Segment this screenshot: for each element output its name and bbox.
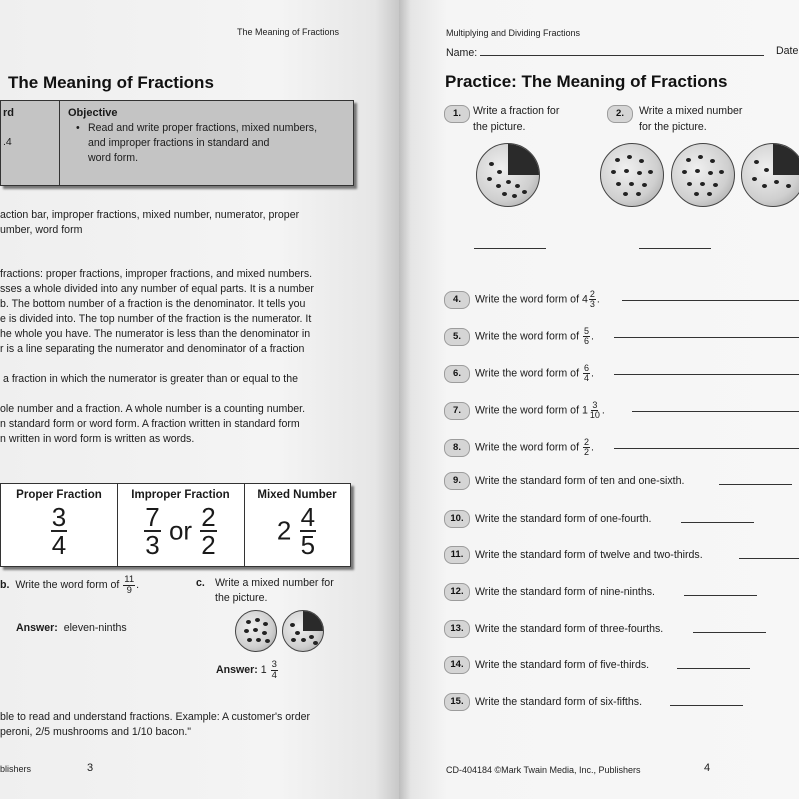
question-standard-form: 15. Write the standard form of six-fifths. — [444, 693, 642, 711]
example-c-line: the picture. — [215, 592, 268, 604]
closing-line: ble to read and understand fractions. Example: A customer's order — [0, 711, 311, 723]
question-1 — [444, 105, 475, 123]
full-pie-picture — [235, 610, 277, 652]
question-word-form: 4. Write the word form of 4 $\frac{2}{3}$ . — [444, 290, 600, 309]
mixed-whole: 2 — [276, 515, 292, 546]
answer-line[interactable] — [622, 290, 799, 301]
objective-line: and improper fractions in standard and — [88, 137, 270, 149]
improper-fraction-value: $\frac{7}{3}$ — [145, 502, 160, 560]
three-quarter-pie-picture — [282, 610, 324, 652]
objective-box — [0, 100, 354, 186]
closing-line: peroni, 2/5 mushrooms and 1/10 bacon." — [0, 726, 192, 738]
improper-fraction-value: $\frac{2}{2}$ — [201, 502, 216, 560]
para3-line: n standard form or word form. A fraction written in standard form — [0, 418, 300, 430]
objective-col1-value: .4 — [3, 136, 12, 148]
vocab-line: action bar, improper fractions, mixed number, numerator, proper — [0, 209, 300, 221]
question-standard-form: 12. Write the standard form of nine-ninths. — [444, 583, 655, 601]
three-quarter-pie-picture — [476, 143, 540, 207]
date-label: Date — [776, 45, 799, 57]
answer-line[interactable] — [614, 364, 799, 375]
question-word-form: 6. Write the word form of $\frac{6}{4}$ . — [444, 364, 594, 383]
name-line — [480, 45, 764, 56]
question-1-text: Write a fraction for — [473, 105, 560, 117]
question-standard-form: 11. Write the standard form of twelve and two-thirds. — [444, 546, 703, 564]
example-c-line: Write a mixed number for — [215, 577, 334, 589]
question-word-form: 5. Write the word form of $\frac{5}{6}$ . — [444, 327, 594, 346]
answer-line[interactable] — [719, 474, 792, 485]
objective-header: Objective — [68, 107, 118, 119]
table-header: Proper Fraction — [16, 489, 102, 501]
question-word-form: 8. Write the word form of $\frac{2}{2}$ . — [444, 438, 594, 457]
answer-line[interactable] — [677, 658, 750, 669]
objective-line: word form. — [88, 152, 139, 164]
full-pie-picture — [600, 143, 664, 207]
proper-fraction-cell — [1, 484, 118, 566]
question-standard-form: 13. Write the standard form of three-fourths. — [444, 620, 663, 638]
left-page-number: 3 — [87, 762, 94, 774]
or-word: or — [168, 515, 193, 546]
left-footer: blishers — [0, 764, 32, 774]
example-c-answer: Answer: 1 $\frac{3}{4}$ — [216, 659, 277, 681]
right-page-number: 4 — [704, 762, 711, 774]
para1-line: he whole you have. The numerator is less than the denominator in — [0, 328, 311, 340]
objective-col1-header: rd — [3, 107, 14, 119]
vocab-line: umber, word form — [0, 224, 83, 236]
proper-fraction-value: $\frac{3}{4}$ — [51, 502, 67, 560]
example-b: b. Write the word form of $\frac{11}{9}$ . — [0, 574, 140, 596]
left-page-title: The Meaning of Fractions — [8, 73, 214, 92]
para3-line: ole number and a fraction. A whole number is a counting number. — [0, 403, 306, 415]
objective-line: Read and write proper fractions, mixed numbers, — [88, 122, 318, 134]
question-2-text: Write a mixed number — [639, 105, 743, 117]
question-2-text: for the picture. — [639, 121, 707, 133]
para1-line: r is a line separating the numerator and denominator of a fraction — [0, 343, 305, 355]
answer-line[interactable] — [632, 401, 799, 412]
partial-pie-picture — [741, 143, 799, 207]
answer-line[interactable] — [614, 438, 799, 449]
question-standard-form: 10. Write the standard form of one-fourth. — [444, 510, 651, 528]
right-page-title: Practice: The Meaning of Fractions — [445, 72, 728, 91]
answer-line[interactable] — [693, 622, 766, 633]
para1-line: sses a whole divided into any number of equal parts. It is a number — [0, 283, 314, 295]
answer-line[interactable] — [739, 548, 799, 559]
right-page — [399, 0, 799, 799]
right-running-header: Multiplying and Dividing Fractions — [446, 28, 581, 38]
para1-line: fractions: proper fractions, improper fractions, and mixed numbers. — [0, 268, 313, 280]
answer-line[interactable] — [684, 585, 757, 596]
para3-line: n written in word form is written as words. — [0, 433, 195, 445]
right-footer: CD-404184 ©Mark Twain Media, Inc., Publishers — [446, 765, 641, 775]
table-header: Improper Fraction — [131, 489, 230, 501]
improper-fraction-cell — [117, 484, 245, 566]
question-standard-form: 14. Write the standard form of five-thirds. — [444, 656, 649, 674]
answer-line[interactable] — [474, 238, 546, 249]
fraction-types-table — [0, 483, 351, 567]
answer-line[interactable] — [614, 327, 799, 338]
question-2 — [607, 105, 638, 123]
para1-line: e is divided into. The top number of the fraction is the numerator. It — [0, 313, 312, 325]
question-word-form: 7. Write the word form of 1 $\frac{3}{10}$ . — [444, 401, 605, 420]
mixed-fraction-value: $\frac{4}{5}$ — [300, 502, 316, 560]
question-1-text: the picture. — [473, 121, 526, 133]
left-running-header: The Meaning of Fractions — [237, 27, 340, 37]
name-field: Name: — [446, 45, 764, 59]
question-standard-form: 9. Write the standard form of ten and one-sixth. — [444, 472, 684, 490]
example-c-label: c. — [196, 577, 205, 589]
mixed-number-cell — [244, 484, 350, 566]
question-number-badge: 1. — [444, 105, 470, 123]
question-number-badge: 2. — [607, 105, 633, 123]
answer-line[interactable] — [681, 512, 754, 523]
example-b-answer: Answer: eleven-ninths — [16, 622, 127, 634]
para2-line: a fraction in which the numerator is greater than or equal to the — [3, 373, 299, 385]
answer-line[interactable] — [670, 695, 743, 706]
para1-line: b. The bottom number of a fraction is the denominator. It tells you — [0, 298, 306, 310]
objective-bullet: • — [76, 122, 80, 134]
table-header: Mixed Number — [257, 489, 337, 501]
full-pie-picture — [671, 143, 735, 207]
left-page — [0, 0, 399, 799]
answer-line[interactable] — [639, 238, 711, 249]
